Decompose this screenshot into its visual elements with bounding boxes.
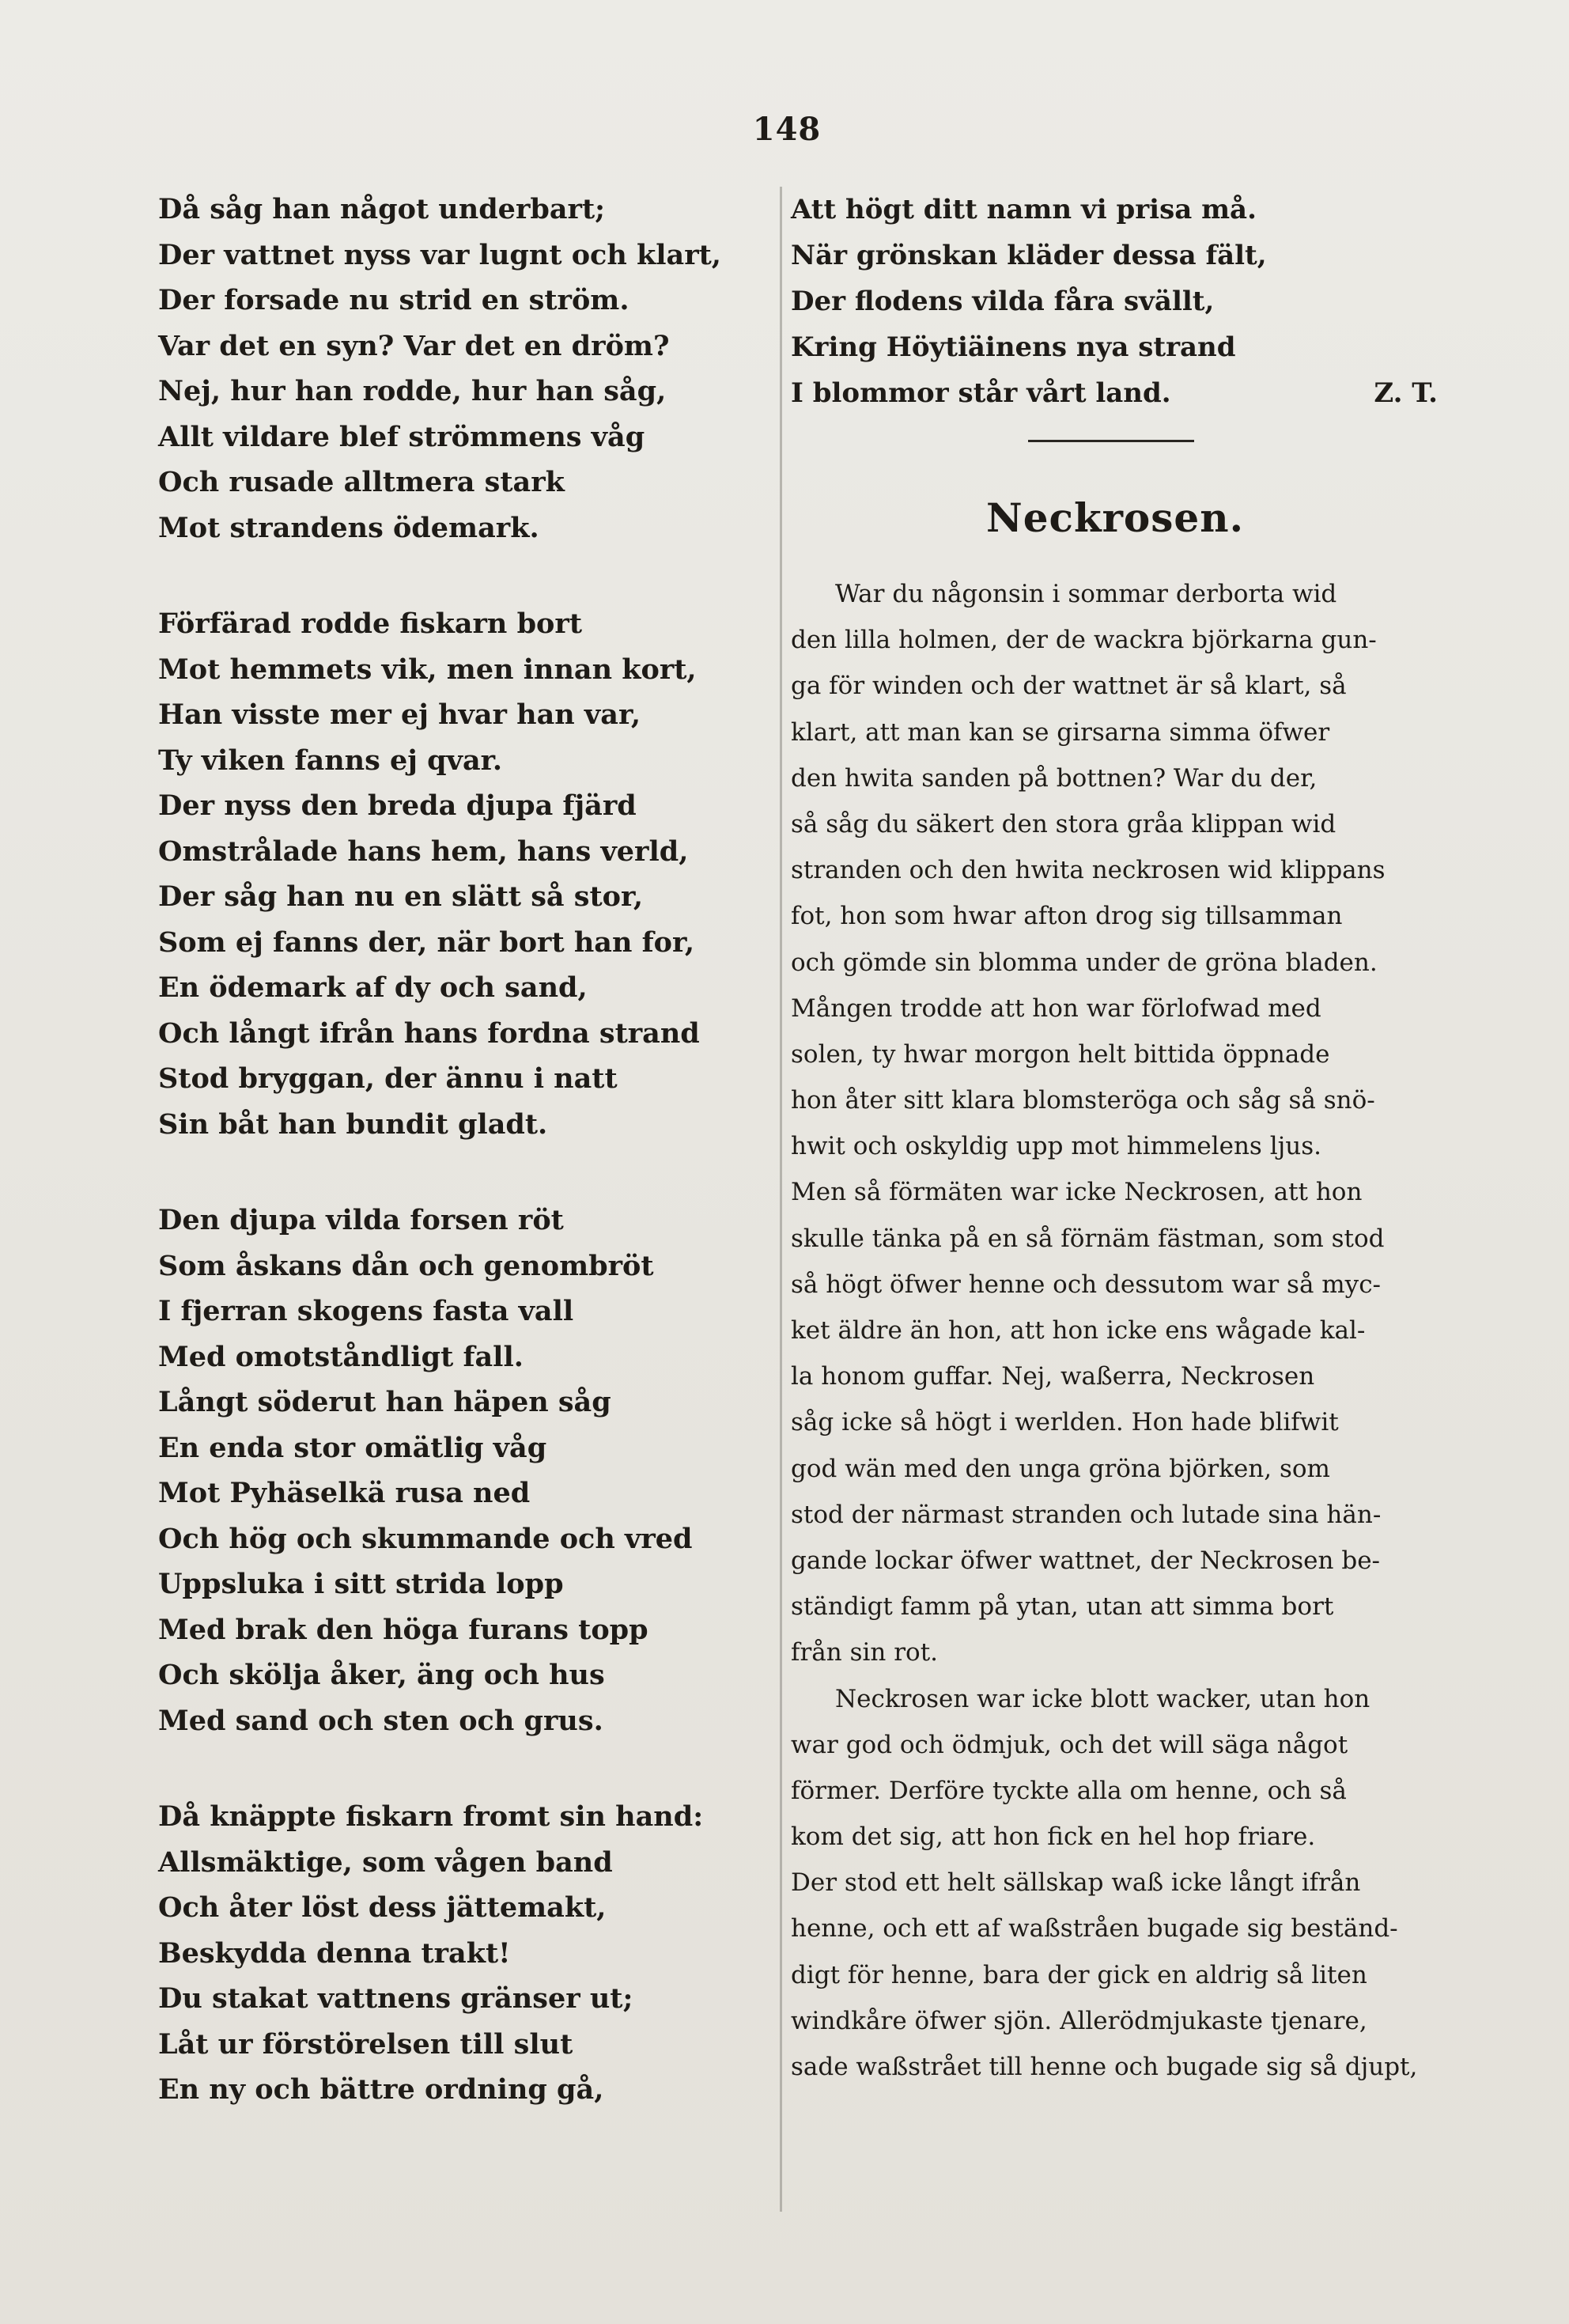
text-line: hwit och oskyldig upp mot himmelens ljus.: [791, 1132, 1321, 1161]
text-line: stod der närmast stranden och lutade sina hän-: [791, 1500, 1382, 1529]
verse-line: Mot strandens ödemark.: [158, 511, 539, 544]
text-line: sade waßstrået till henne och bugade sig så djupt,: [791, 2053, 1418, 2081]
verse-line: Då knäppte fiskarn fromt sin hand:: [158, 1800, 704, 1833]
text-line: war god och ödmjuk, och det will säga något: [791, 1730, 1348, 1759]
text-line: den lilla holmen, der de wackra björkarna gun-: [791, 626, 1377, 655]
text-line: ga för winden och der wattnet är så klart, så: [791, 672, 1347, 701]
text-line: Men så förmäten war icke Neckrosen, att hon: [791, 1178, 1363, 1207]
verse-line: Och åter löst dess jättemakt,: [158, 1891, 607, 1924]
verse-line: Der flodens vilda fåra svällt,: [791, 286, 1215, 317]
verse-line: Med brak den höga furans topp: [158, 1613, 648, 1646]
text-line: och gömde sin blomma under de gröna bladen.: [791, 948, 1378, 977]
paragraph: [791, 571, 1439, 986]
page-number: 148: [752, 111, 822, 148]
text-line: skulle tänka på en så förnäm fästman, som stod: [791, 1224, 1385, 1253]
text-line: War du någonsin i sommar derborta wid: [835, 580, 1337, 608]
text-line: god wän med den unga gröna björken, som: [791, 1454, 1330, 1483]
text-line: digt för henne, bara der gick en aldrig så liten: [791, 1960, 1367, 1989]
section-rule: [1028, 440, 1194, 442]
text-line: gande lockar öfwer wattnet, der Neckrosen be-: [791, 1546, 1381, 1575]
verse-line: Förfärad rodde fiskarn bort: [158, 607, 582, 640]
text-line: fot, hon som hwar afton drog sig tillsamman: [791, 902, 1343, 931]
verse-line: Långt söderut han häpen såg: [158, 1386, 611, 1418]
verse-line-text: I blommor står vårt land.: [791, 377, 1171, 409]
text-line: solen, ty hwar morgon helt bittida öppnade: [791, 1039, 1330, 1069]
story-body: [791, 571, 1439, 2090]
verse-line: I fjerran skogens fasta vall: [158, 1295, 574, 1327]
text-line: Neckrosen war icke blott wacker, utan hon: [835, 1684, 1371, 1713]
text-line: henne, och ett af waßstråen bugade sig beständ-: [791, 1914, 1398, 1944]
text-line: så högt öfwer henne och dessutom war så myc-: [791, 1270, 1382, 1299]
verse-line: Den djupa vilda forsen röt: [158, 1204, 564, 1236]
verse-line: Stod bryggan, der ännu i natt: [158, 1062, 618, 1095]
stanza: [158, 1794, 751, 2113]
text-line: windkåre öfwer sjön. Allerödmjukaste tjenare,: [791, 2006, 1367, 2035]
paragraph: [791, 986, 1439, 1676]
author-signature: Z. T.: [1374, 377, 1438, 409]
verse-line: Uppsluka i sitt strida lopp: [158, 1568, 564, 1600]
verse-line: Att högt ditt namn vi prisa må.: [791, 194, 1257, 225]
text-line: la honom guffar. Nej, waßerra, Neckrosen: [791, 1362, 1315, 1391]
text-line: ständigt famm på ytan, utan att simma bort: [791, 1592, 1334, 1622]
poem-left-column: [158, 187, 751, 2163]
stanza: [158, 601, 751, 1147]
verse-line: En ny och bättre ordning gå,: [158, 2073, 604, 2106]
verse-line: Nej, hur han rodde, hur han såg,: [158, 375, 667, 407]
text-line: klart, att man kan se girsarna simma öfwer: [791, 717, 1330, 747]
verse-line: Sin båt han bundit gladt.: [158, 1107, 548, 1141]
verse-line: Der såg han nu en slätt så stor,: [158, 880, 644, 913]
stanza: [158, 1198, 751, 1743]
verse-line: En ödemark af dy och sand,: [158, 971, 588, 1004]
verse-line: Der forsade nu strid en ström.: [158, 284, 629, 316]
verse-line: Beskydda denna trakt!: [158, 1936, 511, 1970]
text-line: såg icke så högt i werlden. Hon hade blifwit: [791, 1408, 1339, 1437]
verse-line: Allsmäktige, som vågen band: [158, 1845, 613, 1879]
text-line: Mången trodde att hon war förlofwad med: [791, 994, 1321, 1023]
verse-line: Ty viken fanns ej qvar.: [158, 744, 503, 777]
stanza: [158, 187, 751, 551]
verse-line: Som åskans dån och genombröt: [158, 1249, 654, 1282]
text-line: hon åter sitt klara blomsteröga och såg så snö-: [791, 1086, 1375, 1115]
verse-line: Och hög och skummande och vred: [158, 1522, 693, 1555]
text-line: så såg du säkert den stora gråa klippan wid: [791, 809, 1336, 838]
story-title: Neckrosen.: [985, 494, 1244, 541]
text-line: ket äldre än hon, att hon icke ens wågade kal-: [791, 1316, 1366, 1345]
verse-line: Med sand och sten och grus.: [158, 1704, 603, 1737]
right-column: [791, 187, 1439, 2090]
verse-line: Han visste mer ej hvar han var,: [158, 698, 641, 731]
text-line: förmer. Derföre tyckte alla om henne, och så: [791, 1776, 1347, 1805]
verse-line: [791, 370, 1439, 416]
paragraph: [791, 1676, 1439, 2091]
verse-line: Låt ur förstörelsen till slut: [158, 2027, 573, 2061]
verse-line: Som ej fanns der, när bort han for,: [158, 925, 695, 959]
text-line: från sin rot.: [791, 1638, 939, 1667]
verse-line: Då såg han något underbart;: [158, 193, 606, 225]
verse-line: Allt vildare blef strömmens våg: [158, 420, 645, 453]
verse-line: Och skölja åker, äng och hus: [158, 1659, 605, 1691]
text-line: Der stod ett helt sällskap waß icke långt ifrån: [791, 1868, 1361, 1898]
verse-line: Och långt ifrån hans fordna strand: [158, 1016, 700, 1050]
verse-line: Kring Höytiäinens nya strand: [791, 331, 1236, 363]
verse-line: Der vattnet nyss var lugnt och klart,: [158, 238, 721, 271]
text-line: den hwita sanden på bottnen? War du der,: [791, 763, 1318, 793]
column-divider: [780, 187, 782, 2212]
verse-line: Mot hemmets vik, men innan kort,: [158, 653, 697, 686]
verse-line: Var det en syn? Var det en dröm?: [158, 329, 670, 362]
verse-line: Der nyss den breda djupa fjärd: [158, 789, 637, 822]
verse-line: Med omotståndligt fall.: [158, 1340, 524, 1373]
text-line: kom det sig, att hon fick en hel hop friare.: [791, 1822, 1316, 1852]
verse-line: En enda stor omätlig våg: [158, 1431, 547, 1464]
verse-line: Mot Pyhäselkä rusa ned: [158, 1477, 531, 1509]
verse-line: När grönskan kläder dessa fält,: [791, 240, 1267, 271]
poem-ending: [791, 187, 1439, 416]
verse-line: Du stakat vattnens gränser ut;: [158, 1982, 633, 2015]
text-line: stranden och den hwita neckrosen wid klippans: [791, 856, 1386, 885]
verse-line: Omstrålade hans hem, hans verld,: [158, 835, 689, 868]
verse-line: Och rusade alltmera stark: [158, 466, 565, 498]
